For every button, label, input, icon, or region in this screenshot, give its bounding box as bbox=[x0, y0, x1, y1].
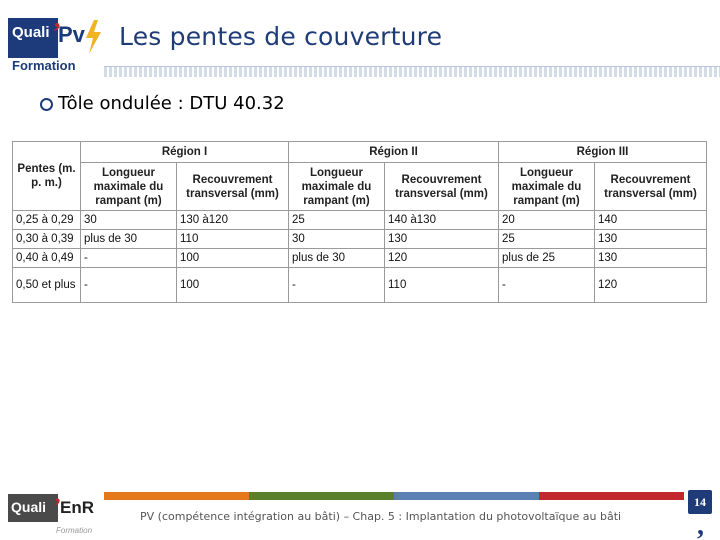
recouvrement-header: Recouvrement transversal (mm) bbox=[595, 163, 707, 211]
logo-formation: Formation bbox=[12, 58, 76, 73]
pentes-header: Pentes (m. p. m.) bbox=[13, 142, 81, 211]
logo-year: 2011 bbox=[30, 44, 50, 54]
table-row bbox=[13, 249, 707, 268]
table-cell: 140 à130 bbox=[385, 211, 499, 230]
footer-bar-orange bbox=[104, 492, 249, 500]
header-divider-pattern bbox=[104, 67, 720, 77]
page-number-comma: , bbox=[697, 510, 704, 540]
footer-caption: PV (compétence intégration au bâti) – Chap. 5 : Implantation du photovoltaïque au bâti bbox=[140, 510, 622, 523]
bullet-text: Tôle ondulée : DTU 40.32 bbox=[58, 93, 285, 114]
table-cell: 120 bbox=[595, 268, 707, 303]
table-row bbox=[13, 211, 707, 230]
bullet-circle-icon bbox=[40, 98, 53, 111]
lightning-bolt-icon bbox=[84, 20, 102, 54]
footer-bar-green bbox=[249, 492, 394, 500]
table-row bbox=[13, 230, 707, 249]
table-cell: plus de 25 bbox=[499, 249, 595, 268]
table-cell: - bbox=[81, 268, 177, 303]
logo-formation: Formation bbox=[56, 526, 93, 535]
qualienr-logo bbox=[8, 482, 103, 538]
table-cell: 130 bbox=[595, 230, 707, 249]
page-number-badge bbox=[688, 490, 712, 540]
logo-brand-pv: Pv bbox=[58, 22, 85, 47]
table-cell: plus de 30 bbox=[81, 230, 177, 249]
footer-bar-blue bbox=[394, 492, 539, 500]
table-cell: 130 à120 bbox=[177, 211, 289, 230]
table-cell: - bbox=[289, 268, 385, 303]
table-cell: 25 bbox=[499, 230, 595, 249]
page-number: 14 bbox=[694, 495, 706, 509]
logo-brand: Quali bbox=[11, 499, 47, 515]
table-cell: plus de 30 bbox=[289, 249, 385, 268]
table-cell: 100 bbox=[177, 249, 289, 268]
table-row bbox=[13, 268, 707, 303]
table-cell: 30 bbox=[81, 211, 177, 230]
table-cell: - bbox=[81, 249, 177, 268]
table-cell: 110 bbox=[385, 268, 499, 303]
table-cell: 130 bbox=[595, 249, 707, 268]
slopes-table bbox=[12, 141, 707, 303]
longueur-header: Longueur maximale du rampant (m) bbox=[499, 163, 595, 211]
slide-title: Les pentes de couverture bbox=[119, 22, 443, 51]
table-cell: 110 bbox=[177, 230, 289, 249]
table-cell: 0,30 à 0,39 bbox=[13, 230, 81, 249]
table-cell: 140 bbox=[595, 211, 707, 230]
table-cell: 120 bbox=[385, 249, 499, 268]
table-cell: - bbox=[499, 268, 595, 303]
table-cell: 0,40 à 0,49 bbox=[13, 249, 81, 268]
table-cell: 130 bbox=[385, 230, 499, 249]
table-cell: 30 bbox=[289, 230, 385, 249]
logo-comma-mark: , bbox=[54, 4, 61, 33]
footer-bar-red bbox=[539, 492, 684, 500]
recouvrement-header: Recouvrement transversal (mm) bbox=[177, 163, 289, 211]
region-header: Région II bbox=[289, 142, 499, 163]
qualipv-logo bbox=[8, 4, 102, 73]
recouvrement-header: Recouvrement transversal (mm) bbox=[385, 163, 499, 211]
region-header: Région I bbox=[81, 142, 289, 163]
longueur-header: Longueur maximale du rampant (m) bbox=[289, 163, 385, 211]
table-cell: 25 bbox=[289, 211, 385, 230]
logo-brand: Quali bbox=[12, 24, 50, 41]
bullet-item bbox=[40, 93, 285, 114]
region-header: Région III bbox=[499, 142, 707, 163]
logo-brand-enr: EnR bbox=[60, 498, 94, 517]
table-cell: 0,25 à 0,29 bbox=[13, 211, 81, 230]
longueur-header: Longueur maximale du rampant (m) bbox=[81, 163, 177, 211]
table-cell: 20 bbox=[499, 211, 595, 230]
logo-comma-mark: , bbox=[55, 482, 61, 507]
table-cell: 0,50 et plus bbox=[13, 268, 81, 303]
table-cell: 100 bbox=[177, 268, 289, 303]
